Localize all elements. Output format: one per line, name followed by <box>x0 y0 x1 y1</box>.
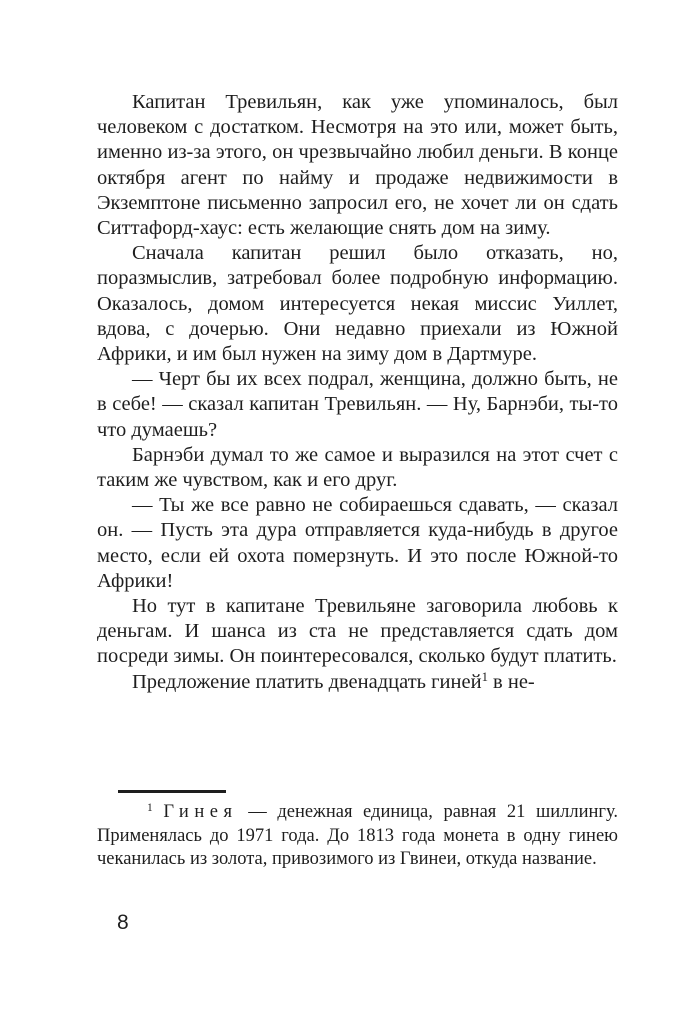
paragraph-4: Барнэби думал то же самое и выразился на этот счет с таким же чувством, как и его друг. <box>97 443 618 492</box>
paragraph-2: Сначала капитан решил было отказать, но, поразмыслив, затребовал более подробную информацию. Оказалось, домом интересуется некая миссис Уиллет, вдова, с дочерью. Они недавно приехали из Южной Африки, и им был нужен на зиму дом в Дартмуре. <box>97 242 618 366</box>
paragraph-7-pre: Предложение платить двенадцать гиней <box>132 670 482 693</box>
footnote-text: — денежная единица, равная 21 шиллингу. Применялась до 1971 года. До 1813 года монета в одну гинею чеканилась из золота, привозимого из Гвинеи, откуда название. <box>97 802 619 870</box>
footnote-divider <box>118 790 226 793</box>
footnote-reference: 1 <box>481 670 488 685</box>
paragraph-3: — Черт бы их всех подрал, женщина, должно быть, не в себе! — сказал капитан Тревильян. — Ну, Барнэби, ты-то что думаешь? <box>97 368 618 441</box>
paragraph-7 <box>97 670 618 695</box>
footnote-marker: 1 <box>147 802 153 815</box>
footnote <box>97 801 618 872</box>
paragraph-6: Но тут в капитане Тревильяне заговорила любовь к деньгам. И шанса из ста не представляется сдать дом посреди зимы. Он поинтересовался, сколько будут платить. <box>97 595 618 668</box>
paragraph-7-post: в не- <box>487 670 535 693</box>
paragraph-5: — Ты же все равно не собираешься сдавать, — сказал он. — Пусть эта дура отправляется куда-нибудь в другое место, если ей охота померзнуть. И это после Южной-то Африки! <box>97 494 618 592</box>
page-number: 8 <box>117 911 129 934</box>
body-text <box>97 90 618 695</box>
paragraph-1: Капитан Тревильян, как уже упоминалось, был человеком с достатком. Несмотря на это или, может быть, именно из-за этого, он чрезвычайно любил деньги. В конце октября агент по найму и продаже недвижимости в Экземптоне письменно запросил его, не хочет ли он сдать Ситтафорд-хаус: есть желающие снять дом на зиму. <box>97 91 618 240</box>
footnote-term: Гинея <box>163 802 238 822</box>
